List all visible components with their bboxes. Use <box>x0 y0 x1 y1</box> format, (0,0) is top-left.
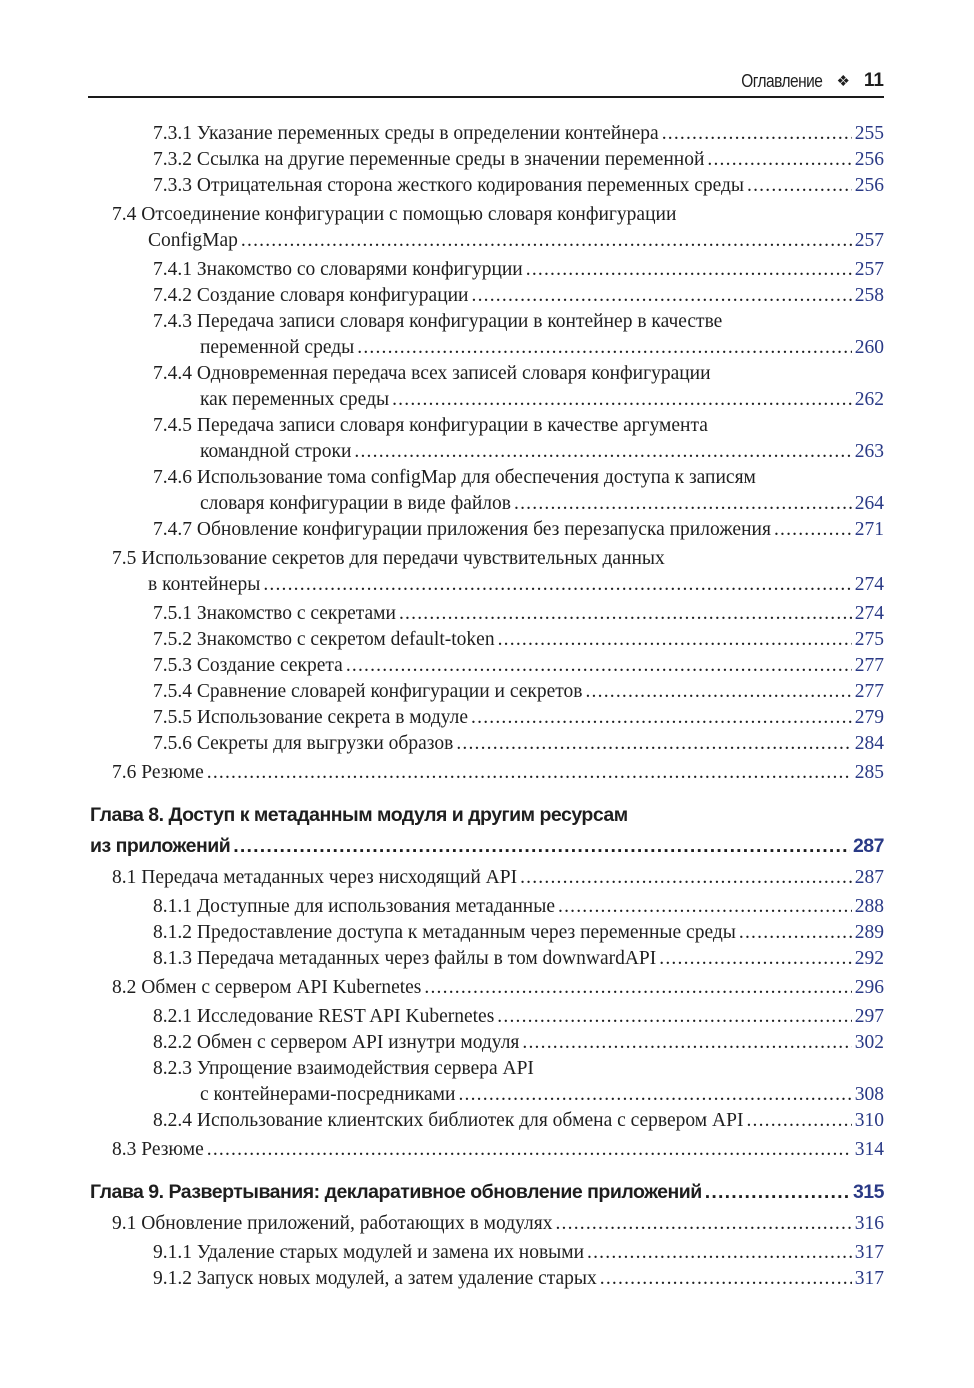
toc-page-number[interactable]: 292 <box>854 948 884 969</box>
toc-entry-line <box>88 572 884 598</box>
toc-page-number[interactable]: 262 <box>854 389 884 410</box>
toc-entry-line <box>88 173 884 199</box>
toc-entry-title: 8.1.2 Предоставление доступа к метаданным через переменные среды <box>153 922 736 943</box>
dot-leader <box>522 1030 851 1056</box>
running-header <box>88 66 884 98</box>
toc-entry-title: 7.3.1 Указание переменных среды в определении контейнера <box>153 123 659 144</box>
toc-entry-title: Глава 8. Доступ к метаданным модуля и другим ресурсам <box>90 804 628 826</box>
dot-leader <box>207 760 852 786</box>
toc-entry-title: 9.1 Обновление приложений, работающих в модулях <box>112 1213 553 1234</box>
dot-leader <box>354 439 851 465</box>
toc-entry-title: 8.1.1 Доступные для использования метаданные <box>153 896 555 917</box>
toc-entry-title: 7.4.1 Знакомство со словарями конфигурции <box>153 259 523 280</box>
toc-entry[interactable] <box>88 1056 884 1108</box>
toc-page-number[interactable]: 255 <box>854 123 884 144</box>
toc-entry-title: 7.3.2 Ссылка на другие переменные среды в значении переменной <box>153 149 705 170</box>
dot-leader <box>707 147 851 173</box>
toc-chapter[interactable] <box>88 1177 884 1208</box>
toc-page-number[interactable]: 314 <box>854 1139 884 1160</box>
toc-entry-line <box>88 387 884 413</box>
toc-entry-title: 7.4.5 Передача записи словаря конфигурации в качестве аргумента <box>153 415 708 436</box>
toc-entry[interactable] <box>88 894 884 920</box>
toc-entry-line <box>88 1177 884 1208</box>
dot-leader <box>526 257 852 283</box>
toc-entry-title: в контейнеры <box>148 574 261 595</box>
toc-entry-line <box>88 627 884 653</box>
dot-leader <box>498 627 852 653</box>
toc-entry[interactable] <box>88 121 884 147</box>
toc-entry-line <box>88 147 884 173</box>
dot-leader <box>263 572 851 598</box>
toc-entry-line <box>88 946 884 972</box>
toc-entry[interactable] <box>88 920 884 946</box>
toc-entry-line <box>88 517 884 543</box>
toc-entry-line <box>88 309 884 335</box>
toc-entry-line <box>88 335 884 361</box>
toc-entry-title: 7.4.2 Создание словаря конфигурации <box>153 285 469 306</box>
toc-entry[interactable] <box>88 309 884 361</box>
dot-leader <box>207 1137 852 1163</box>
toc-entry-title: с контейнерами-посредниками <box>200 1084 456 1105</box>
toc-entry-line <box>88 1082 884 1108</box>
toc-entry[interactable] <box>88 1211 884 1237</box>
toc-entry-title: 8.3 Резюме <box>112 1139 204 1160</box>
toc-entry-title: 8.2.2 Обмен с сервером API изнутри модуля <box>153 1032 520 1053</box>
toc-page-number[interactable]: 315 <box>852 1181 884 1203</box>
dot-leader <box>241 228 852 254</box>
toc-entry-line <box>88 1240 884 1266</box>
table-of-contents <box>88 121 884 1292</box>
toc-entry-title: 9.1.1 Удаление старых модулей и замена их новыми <box>153 1242 585 1263</box>
toc-entry-line <box>88 679 884 705</box>
toc-entry-title: из приложений <box>90 835 231 857</box>
toc-entry-title: 7.3.3 Отрицательная сторона жесткого кодирования переменных среды <box>153 175 745 196</box>
dot-leader <box>558 894 852 920</box>
header-page-number: 11 <box>863 70 884 91</box>
dot-leader <box>747 173 852 199</box>
toc-entry[interactable] <box>88 946 884 972</box>
toc-page-number[interactable]: 257 <box>854 259 884 280</box>
toc-entry-line <box>88 121 884 147</box>
toc-entry-title: 8.2.4 Использование клиентских библиотек для обмена с сервером API <box>153 1110 744 1131</box>
toc-entry[interactable] <box>88 627 884 653</box>
toc-entry[interactable] <box>88 546 884 598</box>
dot-leader <box>659 946 851 972</box>
toc-page-number[interactable]: 302 <box>854 1032 884 1053</box>
toc-entry-line <box>88 760 884 786</box>
toc-entry-title: 7.5.2 Знакомство с секретом default-token <box>153 629 495 650</box>
toc-entry-title: 8.1 Передача метаданных через нисходящий API <box>112 867 518 888</box>
toc-entry-line <box>88 1137 884 1163</box>
toc-page-number[interactable]: 256 <box>854 175 884 196</box>
dot-leader <box>739 920 852 946</box>
toc-page-number[interactable]: 256 <box>854 149 884 170</box>
toc-entry-title: 7.5.6 Секреты для выгрузки образов <box>153 733 454 754</box>
toc-entry-title: 7.6 Резюме <box>112 762 204 783</box>
toc-page-number[interactable]: 258 <box>854 285 884 306</box>
toc-page-number[interactable]: 287 <box>852 835 884 857</box>
toc-entry-line <box>88 228 884 254</box>
dot-leader <box>458 1082 851 1108</box>
toc-page-number[interactable]: 279 <box>854 707 884 728</box>
toc-entry-title: 8.1.3 Передача метаданных через файлы в том downwardAPI <box>153 948 657 969</box>
toc-page-number[interactable]: 263 <box>854 441 884 462</box>
toc-entry-title: 8.2.3 Упрощение взаимодействия сервера API <box>153 1058 534 1079</box>
header-title: Оглавление <box>741 70 823 91</box>
toc-entry-line <box>88 465 884 491</box>
toc-page-number[interactable]: 310 <box>854 1110 884 1131</box>
dot-leader <box>497 1004 851 1030</box>
toc-entry-title: 7.4.4 Одновременная передача всех записей словаря конфигурации <box>153 363 711 384</box>
toc-page-number[interactable]: 308 <box>854 1084 884 1105</box>
dot-leader <box>705 1177 850 1208</box>
toc-entry-line <box>88 361 884 387</box>
toc-entry-line <box>88 800 884 831</box>
toc-entry[interactable] <box>88 653 884 679</box>
toc-page-number[interactable]: 297 <box>854 1006 884 1027</box>
toc-entry[interactable] <box>88 731 884 757</box>
toc-entry[interactable] <box>88 361 884 413</box>
toc-entry-title: Глава 9. Развертывания: декларативное обновление приложений <box>90 1181 702 1203</box>
toc-entry-line <box>88 1108 884 1134</box>
dot-leader <box>471 705 852 731</box>
dot-leader <box>472 283 852 309</box>
toc-entry-line <box>88 283 884 309</box>
toc-page-number[interactable]: 317 <box>854 1268 884 1289</box>
toc-page-number[interactable]: 274 <box>854 574 884 595</box>
dot-leader <box>555 1211 851 1237</box>
toc-entry-title: ConfigMap <box>148 230 238 251</box>
toc-entry[interactable] <box>88 517 884 543</box>
toc-entry-title: 7.4.3 Передача записи словаря конфигурации в контейнер в качестве <box>153 311 723 332</box>
toc-entry[interactable] <box>88 705 884 731</box>
toc-entry[interactable] <box>88 1004 884 1030</box>
dot-leader <box>424 975 851 1001</box>
toc-page-number[interactable]: 287 <box>854 867 884 888</box>
dot-leader <box>392 387 852 413</box>
toc-page-number[interactable]: 285 <box>854 762 884 783</box>
toc-entry-line <box>88 413 884 439</box>
toc-entry-line <box>88 439 884 465</box>
toc-entry-line <box>88 894 884 920</box>
toc-entry-line <box>88 705 884 731</box>
toc-entry-line <box>88 257 884 283</box>
dot-leader <box>585 679 851 705</box>
toc-entry-line <box>88 653 884 679</box>
toc-entry-title: словаря конфигурации в виде файлов <box>200 493 512 514</box>
toc-chapter[interactable] <box>88 800 884 862</box>
toc-page-number[interactable]: 289 <box>854 922 884 943</box>
toc-entry[interactable] <box>88 283 884 309</box>
toc-entry-line <box>88 202 884 228</box>
toc-entry-line <box>88 1030 884 1056</box>
toc-entry-title: 7.5.5 Использование секрета в модуле <box>153 707 469 728</box>
toc-entry[interactable] <box>88 413 884 465</box>
toc-entry-title: 9.1.2 Запуск новых модулей, а затем удаление старых <box>153 1268 597 1289</box>
toc-entry-title: 7.4.7 Обновление конфигурации приложения без перезапуска приложения <box>153 519 771 540</box>
dot-leader <box>587 1240 852 1266</box>
toc-entry-title: 7.5.3 Создание секрета <box>153 655 343 676</box>
dot-leader <box>520 865 852 891</box>
toc-page-number[interactable]: 316 <box>854 1213 884 1234</box>
toc-entry-title: командной строки <box>200 441 352 462</box>
toc-entry-title: как переменных среды <box>200 389 390 410</box>
toc-entry-title: 8.2 Обмен с сервером API Kubernetes <box>112 977 422 998</box>
toc-page-number[interactable]: 277 <box>854 655 884 676</box>
toc-page-number[interactable]: 284 <box>854 733 884 754</box>
toc-entry[interactable] <box>88 257 884 283</box>
toc-entry[interactable] <box>88 679 884 705</box>
dot-leader <box>746 1108 851 1134</box>
toc-entry-title: 8.2.1 Исследование REST API Kubernetes <box>153 1006 495 1027</box>
toc-page-number[interactable]: 271 <box>854 519 884 540</box>
toc-entry[interactable] <box>88 865 884 891</box>
toc-entry-title: 7.5.1 Знакомство с секретами <box>153 603 396 624</box>
toc-page-number[interactable]: 288 <box>854 896 884 917</box>
toc-entry-line <box>88 731 884 757</box>
toc-entry[interactable] <box>88 1137 884 1163</box>
toc-page-number[interactable]: 277 <box>854 681 884 702</box>
toc-page-number[interactable]: 274 <box>854 603 884 624</box>
toc-entry-line <box>88 491 884 517</box>
toc-page-number[interactable]: 275 <box>854 629 884 650</box>
dot-leader <box>233 831 850 862</box>
toc-entry-line <box>88 1211 884 1237</box>
toc-entry-line <box>88 601 884 627</box>
dot-leader <box>399 601 852 627</box>
dot-leader <box>346 653 852 679</box>
toc-entry-title: переменной среды <box>200 337 355 358</box>
toc-page-number[interactable]: 296 <box>854 977 884 998</box>
toc-entry-line <box>88 865 884 891</box>
toc-entry[interactable] <box>88 1108 884 1134</box>
toc-entry-title: 7.5 Использование секретов для передачи чувствительных данных <box>112 548 665 569</box>
toc-entry-line <box>88 546 884 572</box>
toc-page-number[interactable]: 257 <box>854 230 884 251</box>
toc-entry[interactable] <box>88 760 884 786</box>
dot-leader <box>357 335 852 361</box>
toc-entry-line <box>88 1266 884 1292</box>
toc-page-number[interactable]: 264 <box>854 493 884 514</box>
toc-entry[interactable] <box>88 601 884 627</box>
dot-leader <box>456 731 851 757</box>
toc-entry[interactable] <box>88 465 884 517</box>
dot-leader <box>774 517 852 543</box>
toc-entry-line <box>88 831 884 862</box>
dot-leader <box>514 491 852 517</box>
dot-leader <box>600 1266 852 1292</box>
toc-entry-line <box>88 920 884 946</box>
toc-entry[interactable] <box>88 1266 884 1292</box>
toc-entry-line <box>88 1004 884 1030</box>
ornament-icon: ❖ <box>836 73 850 90</box>
toc-entry[interactable] <box>88 147 884 173</box>
toc-entry-title: 7.4 Отсоединение конфигурации с помощью словаря конфигурации <box>112 204 677 225</box>
toc-page-number[interactable]: 317 <box>854 1242 884 1263</box>
toc-entry-title: 7.4.6 Использование тома configMap для обеспечения доступа к записям <box>153 467 756 488</box>
toc-entry-line <box>88 975 884 1001</box>
toc-entry[interactable] <box>88 173 884 199</box>
toc-entry-title: 7.5.4 Сравнение словарей конфигурации и секретов <box>153 681 583 702</box>
dot-leader <box>662 121 852 147</box>
toc-entry[interactable] <box>88 1240 884 1266</box>
toc-entry[interactable] <box>88 975 884 1001</box>
toc-entry[interactable] <box>88 1030 884 1056</box>
toc-entry[interactable] <box>88 202 884 254</box>
toc-entry-line <box>88 1056 884 1082</box>
toc-page-number[interactable]: 260 <box>854 337 884 358</box>
